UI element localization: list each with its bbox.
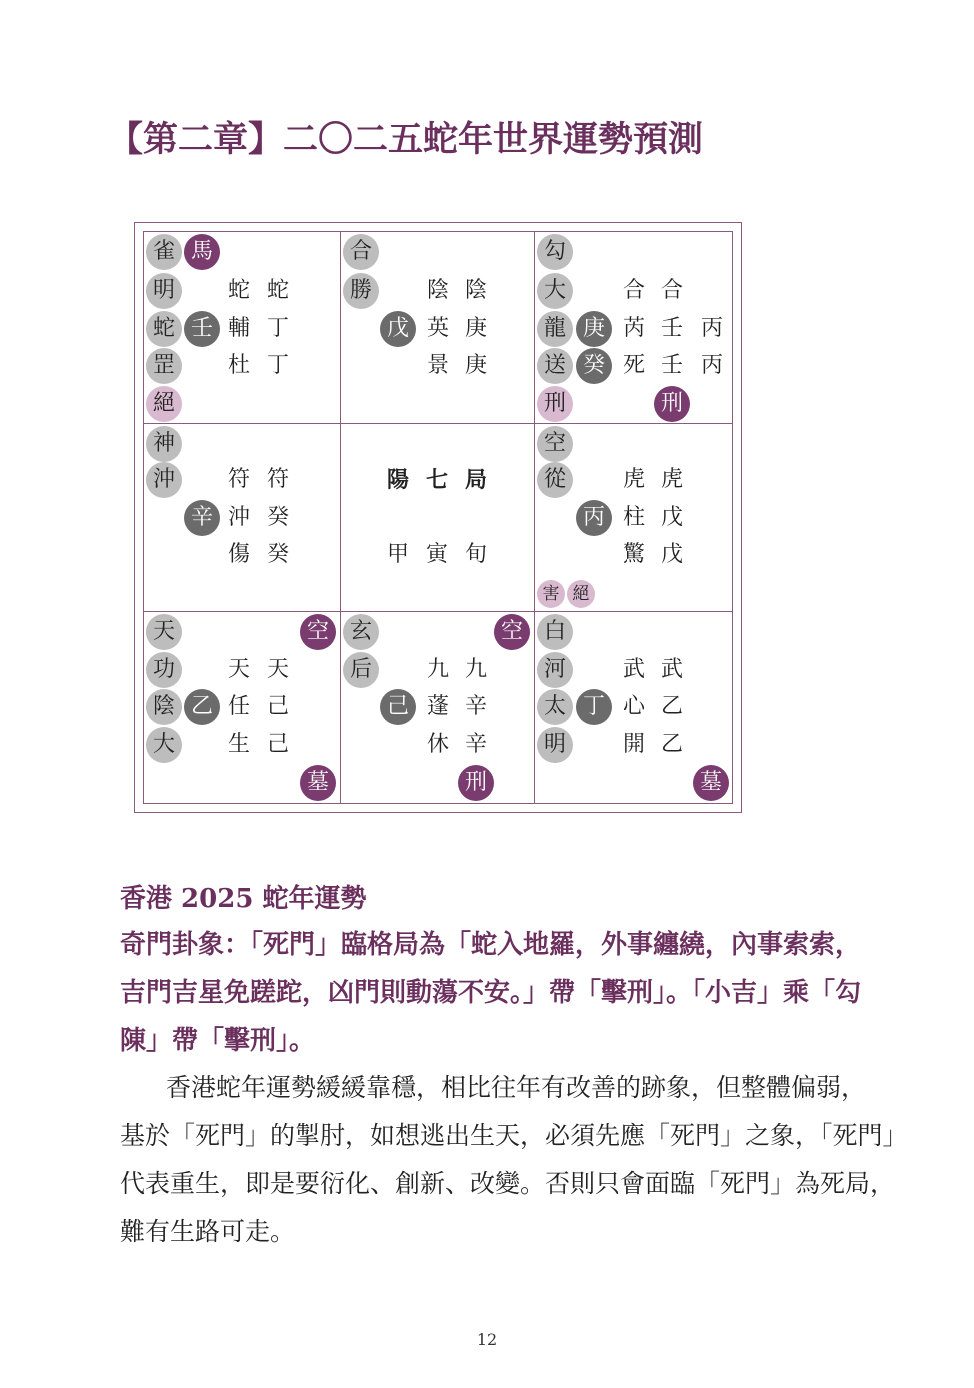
god-circle: 大 xyxy=(537,273,573,309)
cell-char: 開 xyxy=(622,732,645,757)
cell-char: 沖 xyxy=(227,505,250,530)
cell-char: 庚 xyxy=(464,316,487,341)
cell-char: 己 xyxy=(266,732,289,757)
center-char: 旬 xyxy=(464,542,487,567)
cell-char: 陰 xyxy=(426,278,449,303)
center-char: 寅 xyxy=(425,542,448,567)
stem-circle: 丙 xyxy=(576,500,612,536)
section-subheading: 香港 2025 蛇年運勢 xyxy=(120,884,367,914)
status-circle: 絕 xyxy=(146,386,182,422)
deity-circle: 雀 xyxy=(146,234,182,270)
cell-char: 九 xyxy=(426,657,449,682)
cell-char: 癸 xyxy=(266,542,289,567)
center-char: 甲 xyxy=(386,542,409,567)
cell-char: 符 xyxy=(266,467,289,492)
cell-char: 庚 xyxy=(464,353,487,378)
palace-northwest xyxy=(143,231,341,424)
cell-char: 輔 xyxy=(227,316,250,341)
body-paragraph-line: 難有生路可走。 xyxy=(120,1217,296,1246)
palace-center xyxy=(340,423,535,612)
cell-char: 武 xyxy=(660,657,683,682)
deity-circle: 勾 xyxy=(537,234,573,270)
god-circle: 沖 xyxy=(146,462,182,498)
cell-char: 陰 xyxy=(464,278,487,303)
god-circle: 明 xyxy=(146,273,182,309)
cell-char: 合 xyxy=(622,278,645,303)
divination-note-line: 吉門吉星免蹉跎，凶門則動蕩不安。」帶「擊刑」。「小吉」乘「勾 xyxy=(120,978,862,1008)
void-circle: 空 xyxy=(494,614,530,650)
stem-circle: 庚 xyxy=(576,311,612,347)
body-paragraph-line: 代表重生，即是要衍化、創新、改變。否則只會面臨「死門」為死局， xyxy=(120,1169,896,1198)
cell-char: 丙 xyxy=(700,353,723,378)
cell-char: 蛇 xyxy=(227,278,250,303)
deity-circle: 天 xyxy=(146,614,182,650)
center-char: 局 xyxy=(464,467,487,493)
cell-char: 己 xyxy=(266,694,289,719)
status-circle: 刑 xyxy=(537,386,573,422)
cell-char: 蓬 xyxy=(426,694,449,719)
page-title: 【第二章】二〇二五蛇年世界運勢預測 xyxy=(108,119,704,160)
horse-circle: 馬 xyxy=(184,234,220,270)
cell-char: 任 xyxy=(227,694,250,719)
cell-char: 武 xyxy=(622,657,645,682)
god-circle: 從 xyxy=(537,462,573,498)
god-circle: 后 xyxy=(343,652,379,688)
god-circle: 送 xyxy=(537,348,573,384)
status-circle: 絕 xyxy=(567,580,595,608)
god-circle: 勝 xyxy=(343,273,379,309)
cell-char: 戊 xyxy=(660,542,683,567)
god-circle: 陰 xyxy=(146,689,182,725)
cell-char: 心 xyxy=(622,694,645,719)
cell-char: 傷 xyxy=(227,542,250,567)
cell-char: 壬 xyxy=(660,316,683,341)
center-char: 陽 xyxy=(386,467,409,493)
cell-char: 蛇 xyxy=(266,278,289,303)
palace-southeast xyxy=(534,611,733,804)
cell-char: 虎 xyxy=(622,467,645,492)
cell-char: 合 xyxy=(660,278,683,303)
god-circle: 太 xyxy=(537,689,573,725)
cell-char: 杜 xyxy=(227,353,250,378)
cell-char: 芮 xyxy=(622,316,645,341)
cell-char: 乙 xyxy=(660,694,683,719)
palace-south xyxy=(340,611,535,804)
cell-char: 休 xyxy=(426,732,449,757)
stem-circle: 辛 xyxy=(184,500,220,536)
body-paragraph-line: 香港蛇年運勢緩緩靠穩，相比往年有改善的跡象，但整體偏弱， xyxy=(166,1073,867,1102)
palace-east xyxy=(534,423,733,612)
cell-char: 丁 xyxy=(266,316,289,341)
status-circle: 害 xyxy=(537,580,565,608)
cell-char: 柱 xyxy=(622,505,645,530)
palace-northeast xyxy=(534,231,733,424)
god-circle: 功 xyxy=(146,652,182,688)
deity-circle: 白 xyxy=(537,614,573,650)
cell-char: 戊 xyxy=(660,505,683,530)
god-circle: 明 xyxy=(537,727,573,763)
deity-circle: 神 xyxy=(146,426,182,462)
palace-west xyxy=(143,423,341,612)
stem-circle: 乙 xyxy=(184,689,220,725)
cell-char: 壬 xyxy=(660,353,683,378)
cell-char: 九 xyxy=(464,657,487,682)
cell-char: 驚 xyxy=(622,542,645,567)
cell-char: 癸 xyxy=(266,505,289,530)
deity-circle: 合 xyxy=(343,234,379,270)
divination-note-line: 奇門卦象：「死門」臨格局為「蛇入地羅，外事纏繞，內事索索， xyxy=(120,930,862,960)
status-circle: 墓 xyxy=(693,765,729,801)
status-circle: 刑 xyxy=(458,765,494,801)
void-circle: 空 xyxy=(300,614,336,650)
god-circle: 蛇 xyxy=(146,311,182,347)
body-paragraph-line: 基於「死門」的掣肘，如想逃出生天，必須先應「死門」之象，「死門」 xyxy=(120,1121,908,1150)
cell-char: 辛 xyxy=(464,732,487,757)
status-circle: 墓 xyxy=(300,765,336,801)
stem-circle: 己 xyxy=(380,689,416,725)
cell-char: 天 xyxy=(227,657,250,682)
god-circle: 河 xyxy=(537,652,573,688)
status-circle: 刑 xyxy=(654,386,690,422)
cell-char: 乙 xyxy=(660,732,683,757)
cell-char: 景 xyxy=(426,353,449,378)
cell-char: 英 xyxy=(426,316,449,341)
cell-char: 天 xyxy=(266,657,289,682)
center-char: 七 xyxy=(425,467,448,493)
stem-circle: 丁 xyxy=(576,689,612,725)
palace-north xyxy=(340,231,535,424)
cell-char: 符 xyxy=(227,467,250,492)
god-circle: 大 xyxy=(146,727,182,763)
cell-char: 丙 xyxy=(700,316,723,341)
stem-circle: 壬 xyxy=(184,311,220,347)
stem-circle: 癸 xyxy=(576,348,612,384)
cell-char: 生 xyxy=(227,732,250,757)
divination-note-line: 陳」帶「擊刑」。 xyxy=(120,1026,316,1056)
god-circle: 龍 xyxy=(537,311,573,347)
cell-char: 虎 xyxy=(660,467,683,492)
deity-circle: 空 xyxy=(537,426,573,462)
stem-circle: 戊 xyxy=(380,311,416,347)
cell-char: 辛 xyxy=(464,694,487,719)
page-number: 12 xyxy=(476,1330,498,1349)
cell-char: 丁 xyxy=(266,353,289,378)
god-circle: 罡 xyxy=(146,348,182,384)
qimen-chart xyxy=(143,231,733,804)
cell-char: 死 xyxy=(622,353,645,378)
deity-circle: 玄 xyxy=(343,614,379,650)
palace-southwest xyxy=(143,611,341,804)
